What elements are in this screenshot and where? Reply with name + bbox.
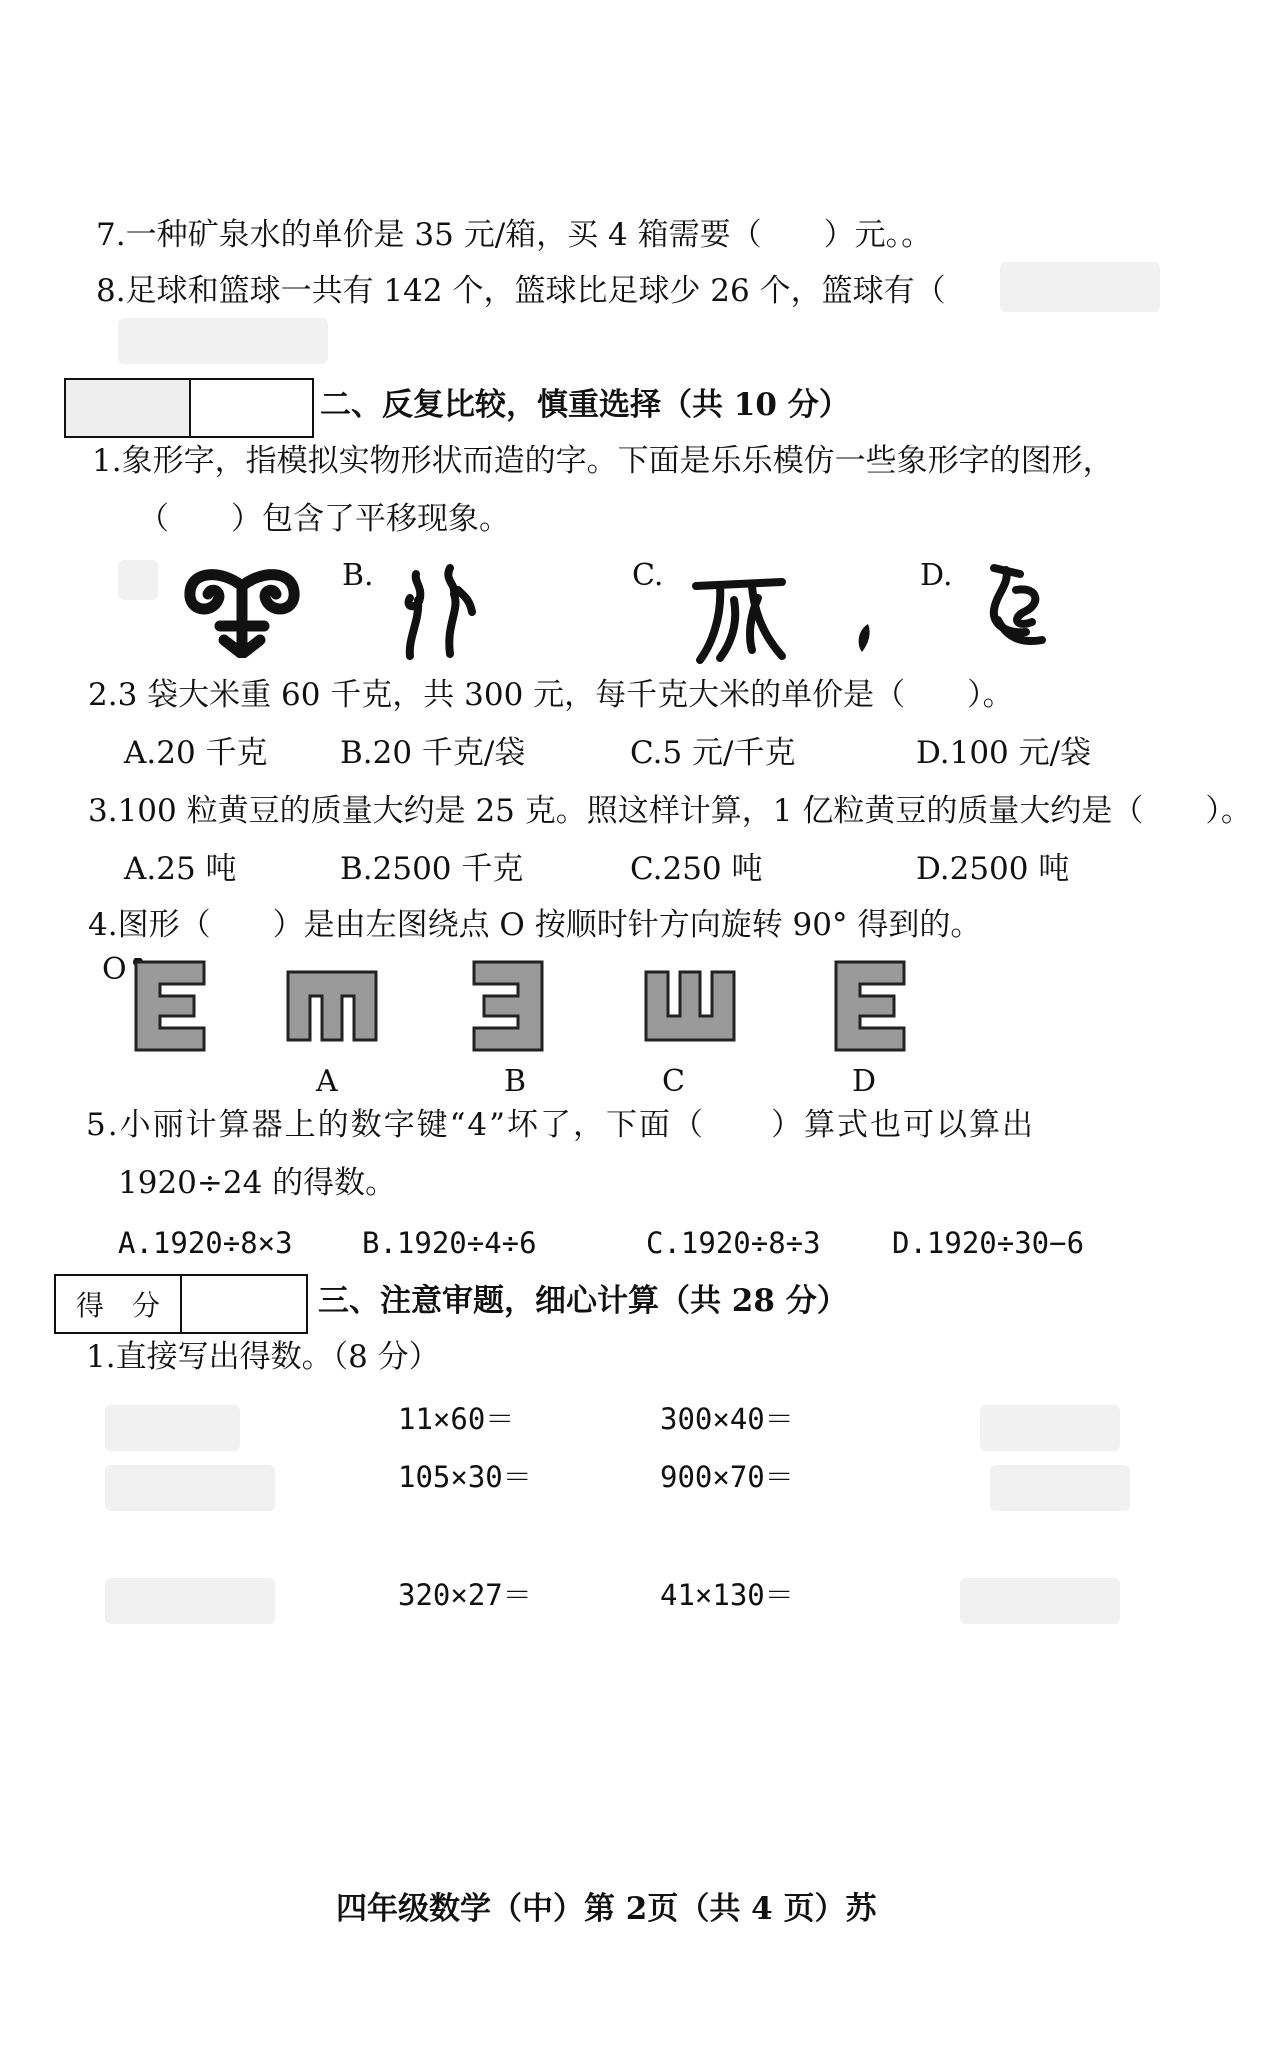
shape-option-c — [642, 968, 738, 1044]
calc-problem: 41×130＝ — [660, 1578, 794, 1612]
calc-problem: 320×27＝ — [398, 1578, 532, 1612]
scan-smudge — [118, 560, 158, 600]
rotation-point-label: O — [102, 952, 127, 987]
score-box-section3 — [54, 1274, 308, 1334]
shape-label-a: A — [316, 1064, 338, 1099]
s2-q4: 4.图形（ ）是由左图绕点 O 按顺时针方向旋转 90° 得到的。 — [88, 907, 982, 943]
pictograph-label-b: B. — [342, 558, 374, 593]
page-footer: 四年级数学（中）第 2页（共 4 页）苏 — [336, 1891, 877, 1927]
score-value-cell[interactable] — [180, 1276, 306, 1332]
s2-q5-option-d: D.1920÷30−6 — [892, 1226, 1085, 1260]
scan-smudge — [105, 1578, 275, 1624]
s2-q2-option-c: C.5 元/千克 — [630, 735, 796, 771]
s2-q3-option-a: A.25 吨 — [124, 851, 237, 887]
calc-problem: 11×60＝ — [398, 1402, 515, 1436]
score-box-section2 — [64, 378, 314, 438]
section2-title: 二、反复比较，慎重选择（共 10 分） — [320, 387, 850, 423]
s2-q3-option-d: D.2500 吨 — [916, 851, 1070, 887]
s2-q2: 2.3 袋大米重 60 千克，共 300 元，每千克大米的单价是（ ）。 — [88, 677, 1014, 713]
pictograph-label-d: D. — [920, 558, 953, 593]
score-label: 得 分 — [75, 1289, 160, 1322]
scan-smudge — [118, 318, 328, 364]
calc-problem: 300×40＝ — [660, 1402, 794, 1436]
pictograph-d — [976, 560, 1056, 650]
s2-q1-line2: （ ）包含了平移现象。 — [138, 501, 510, 537]
question-7: 7.一种矿泉水的单价是 35 元/箱，买 4 箱需要（ ）元。。 — [96, 217, 933, 253]
score-value-cell[interactable] — [189, 380, 312, 436]
pictograph-b — [400, 560, 480, 660]
pictograph-a — [182, 568, 302, 658]
scan-smudge — [990, 1465, 1130, 1511]
shape-option-d — [832, 958, 908, 1054]
pictograph-c — [690, 566, 790, 666]
section3-title: 三、注意审题，细心计算（共 28 分） — [318, 1283, 848, 1319]
s2-q1-line1: 1.象形字，指模拟实物形状而造的字。下面是乐乐模仿一些象形字的图形， — [92, 443, 1114, 479]
scan-smudge — [1000, 262, 1160, 312]
calc-problem: 105×30＝ — [398, 1460, 532, 1494]
shape-label-c: C — [662, 1064, 685, 1099]
s3-q1-title: 1.直接写出得数。（8 分） — [86, 1339, 440, 1375]
s2-q5-line1: 5.小丽计算器上的数字键“4”坏了，下面（ ）算式也可以算出 — [86, 1107, 1035, 1143]
question-8: 8.足球和篮球一共有 142 个，篮球比足球少 26 个，篮球有（ — [96, 273, 946, 309]
ink-dot — [852, 620, 876, 656]
s2-q2-option-b: B.20 千克/袋 — [340, 735, 526, 771]
s2-q5-option-a: A.1920÷8×3 — [118, 1226, 293, 1260]
s2-q2-option-a: A.20 千克 — [124, 735, 268, 771]
s2-q5-option-c: C.1920÷8÷3 — [646, 1226, 821, 1260]
scan-smudge — [980, 1405, 1120, 1451]
calc-problem: 900×70＝ — [660, 1460, 794, 1494]
shape-label-d: D — [852, 1064, 877, 1099]
shape-option-b — [470, 958, 546, 1054]
s2-q3-option-c: C.250 吨 — [630, 851, 763, 887]
s2-q2-option-d: D.100 元/袋 — [916, 735, 1092, 771]
scan-smudge — [105, 1405, 240, 1451]
s2-q3-option-b: B.2500 千克 — [340, 851, 524, 887]
scan-smudge — [960, 1578, 1120, 1624]
shape-label-b: B — [504, 1064, 527, 1099]
score-label-cell-blurred — [66, 380, 189, 436]
shape-option-a — [284, 968, 380, 1044]
s2-q3: 3.100 粒黄豆的质量大约是 25 克。照这样计算，1 亿粒黄豆的质量大约是（ ）。 — [88, 793, 1252, 829]
pictograph-label-c: C. — [632, 558, 664, 593]
s2-q5-option-b: B.1920÷4÷6 — [362, 1226, 537, 1260]
scan-smudge — [105, 1465, 275, 1511]
shape-original-e — [132, 958, 208, 1054]
s2-q5-line2: 1920÷24 的得数。 — [118, 1165, 397, 1201]
